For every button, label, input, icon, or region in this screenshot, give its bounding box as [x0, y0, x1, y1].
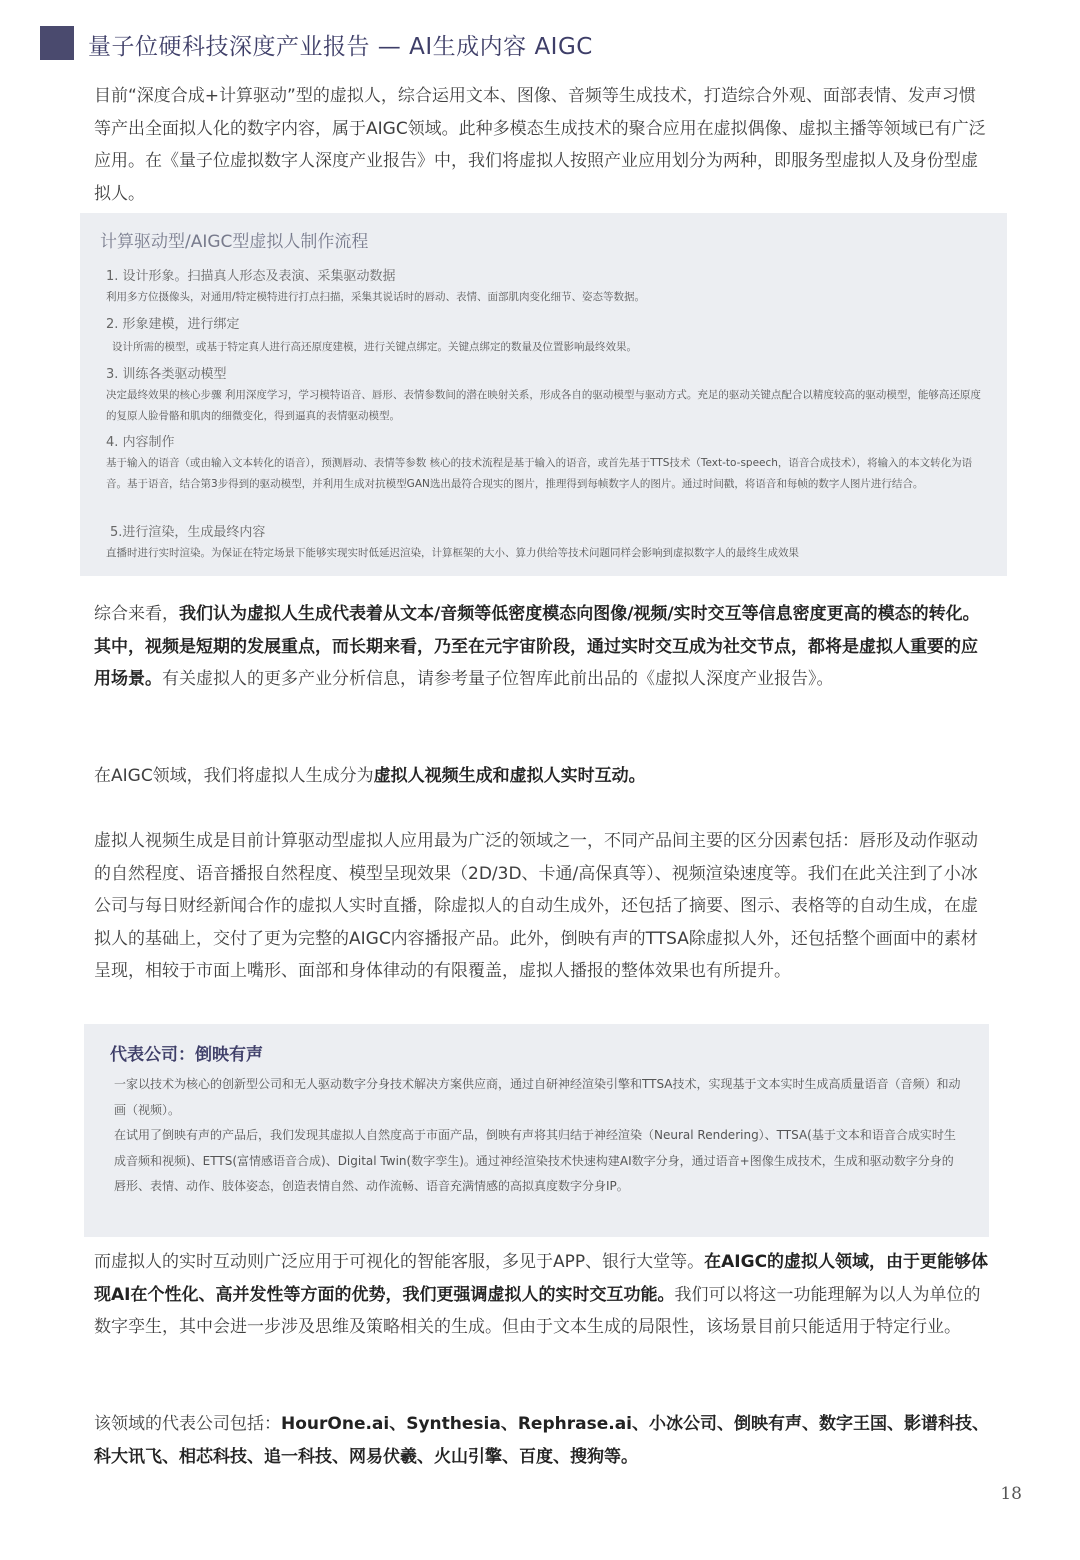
company-box-title: 代表公司：倒映有声 [110, 1045, 263, 1065]
header-square-icon [40, 26, 74, 60]
intro-paragraph: 目前“深度合成+计算驱动”型的虚拟人，综合运用文本、图像、音频等生成技术，打造综合外观、面部表情、发声习惯等产出全面拟人化的数字内容，属于AIGC领域。此种多模态生成技术的聚合应用在虚拟偶像、虚拟主播等领域已有广泛应用。在《量子位虚拟数字人深度产业报告》中，我们将虚拟人按照产业应用划分为两种，即服务型虚拟人及身份型虚拟人。 [94, 86, 986, 204]
process-box [80, 213, 1007, 576]
companies-bold: HourOne.ai、Synthesia、Rephrase.ai、小冰公司、倒映有声、数字王国、影谱科技、科大讯飞、相芯科技、追一科技、网易伏羲、火山引擎、百度、搜狗等。 [94, 1414, 989, 1467]
step-3-body: 决定最终效果的核心步骤 利用深度学习，学习模特语音、唇形、表情参数间的潜在映射关系，形成各自的驱动模型与驱动方式。充足的驱动关键点配合以精度较高的驱动模型，能够高还原度的复原人脸骨骼和肌肉的细微变化，得到逼真的表情驱动模型。 [106, 389, 981, 422]
aigc-line [94, 760, 990, 793]
page-header [40, 26, 1040, 62]
realtime-lead: 而虚拟人的实时互动则广泛应用于可视化的智能客服，多见于APP、银行大堂等。 [94, 1252, 705, 1272]
realtime-bold: 在AIGC的虚拟人领域，由于更能够体现AI在个性化、高并发性等方面的优势，我们更强调虚拟人的实时交互功能。 [94, 1252, 989, 1305]
summary-bold: 我们认为虚拟人生成代表着从文本/音频等低密度模态向图像/视频/实时交互等信息密度更高的模态的转化。其中，视频是短期的发展重点，而长期来看，乃至在元宇宙阶段，通过实时交互成为社交节点，都将是虚拟人重要的应用场景。 [94, 604, 980, 689]
process-box-title: 计算驱动型/AIGC型虚拟人制作流程 [100, 232, 369, 252]
aigc-line-bold: 虚拟人视频生成和虚拟人实时互动。 [373, 766, 646, 786]
step-3-heading: 3. 训练各类驱动模型 [106, 367, 227, 382]
companies-paragraph [94, 1408, 990, 1473]
company-box-text [114, 1072, 964, 1200]
realtime-paragraph [94, 1246, 990, 1344]
summary-tail: 有关虚拟人的更多产业分析信息，请参考量子位智库此前出品的《虚拟人深度产业报告》。 [162, 669, 834, 689]
step-5-body: 直播时进行实时渲染。为保证在特定场景下能够实现实时低延迟渲染，计算框架的大小、算力供给等技术问题同样会影响到虚拟数字人的最终生成效果 [106, 547, 799, 559]
company-box [84, 1024, 989, 1237]
step-2-body: 设计所需的模型，或基于特定真人进行高还原度建模，进行关键点绑定。关键点绑定的数量及位置影响最终效果。 [112, 341, 637, 353]
video-generation-paragraph: 虚拟人视频生成是目前计算驱动型虚拟人应用最为广泛的领域之一，不同产品间主要的区分因素包括：唇形及动作驱动的自然程度、语音播报自然程度、模型呈现效果（2D/3D、卡通/高保真等）、视频渲染速度等。我们在此关注到了小冰公司与每日财经新闻合作的虚拟人实时直播，除虚拟人的自动生成外，还包括了摘要、图示、表格等的自动生成，在虚拟人的基础上，交付了更为完整的AIGC内容播报产品。此外，倒映有声的TTSA除虚拟人外，还包括整个画面中的素材呈现，相较于市面上嘴形、面部和身体律动的有限覆盖，虚拟人播报的整体效果也有所提升。 [94, 831, 978, 981]
summary-lead: 综合来看， [94, 604, 179, 624]
aigc-line-lead: 在AIGC领域，我们将虚拟人生成分为 [94, 766, 374, 786]
company-box-p2: 在试用了倒映有声的产品后，我们发现其虚拟人自然度高于市面产品，倒映有声将其归结于神经渲染（Neural Rendering）、TTSA(基于文本和语音合成实时生成音频和视频)、ETTS(富情感语音合成)、Digital Twin(数字孪生)。通过神经渲染技术快速构建AI数字分身，通过语音+图像生成技术，生成和驱动数字分身的唇形、表情、动作、肢体姿态，创造表情自然、动作流畅、语音充满情感的高拟真度数字分身IP。 [114, 1128, 956, 1193]
step-4-body: 基于输入的语音（或由输入文本转化的语音），预测唇动、表情等参数 核心的技术流程是基于输入的语音，或首先基于TTS技术（Text-to-speech，语音合成技术），将输入的本文转化为语音。基于语音，结合第3步得到的驱动模型，并利用生成对抗模型GAN选出最符合现实的图片，推理得到每帧数字人的图片。通过时间戳，将语音和每帧的数字人图片进行结合。 [106, 457, 973, 490]
page-title: 量子位硬科技深度产业报告 — AI生成内容 AIGC [88, 34, 593, 60]
companies-lead: 该领域的代表公司包括： [94, 1414, 281, 1434]
page-number: 18 [1000, 1484, 1022, 1504]
step-1-heading: 1. 设计形象。扫描真人形态及表演、采集驱动数据 [106, 269, 396, 284]
step-5-heading: 5.进行渲染，生成最终内容 [110, 525, 266, 540]
realtime-tail: 我们可以将这一功能理解为以人为单位的数字孪生，其中会进一步涉及思维及策略相关的生成。但由于文本生成的局限性，该场景目前只能适用于特定行业。 [94, 1284, 981, 1337]
step-2-heading: 2. 形象建模，进行绑定 [106, 317, 240, 332]
summary-paragraph [94, 598, 990, 696]
step-1-body: 利用多方位摄像头，对通用/特定模特进行打点扫描，采集其说话时的唇动、表情、面部肌肉变化细节、姿态等数据。 [106, 291, 646, 303]
company-box-p1: 一家以技术为核心的创新型公司和无人驱动数字分身技术解决方案供应商，通过自研神经渲染引擎和TTSA技术，实现基于文本实时生成高质量语音（音频）和动画（视频）。 [114, 1077, 961, 1117]
step-4-heading: 4. 内容制作 [106, 435, 175, 450]
